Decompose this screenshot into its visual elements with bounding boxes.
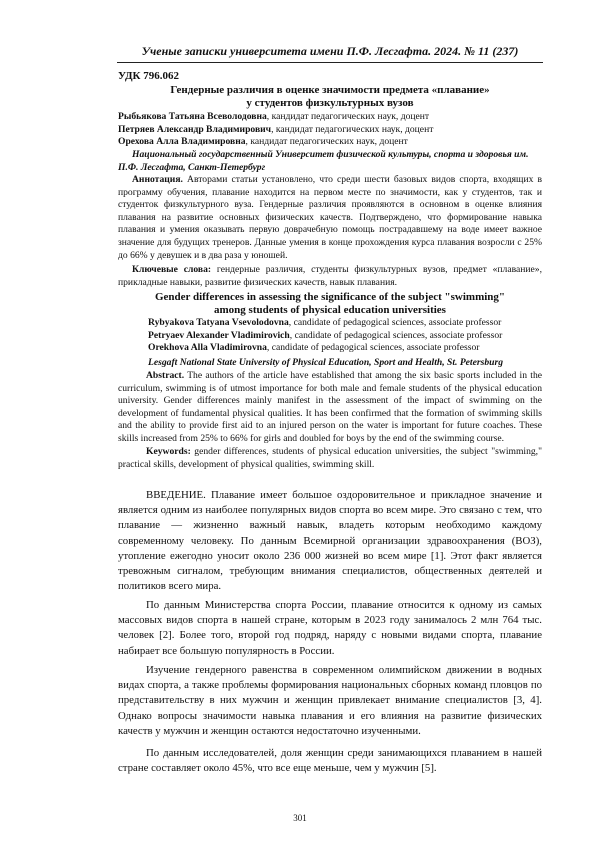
body-paragraph: Изучение гендерного равенства в современном олимпийском движении в водных видах спорта, а также проблемы формирования национальных сборных команд пловцов по представительству в них мужчин и женщин привлекает внимание специалистов [3, 4]. Однако вопросы значимости навыка плавания и его влияния на развитие физических качеств у мужчин и женщин остаются недостаточно изученными. (118, 664, 542, 737)
udk-code: УДК 796.062 (118, 70, 180, 82)
author-desc: , candidate of pedagogical sciences, associate professor (289, 329, 503, 341)
page-number: 301 (293, 813, 307, 823)
author-desc: , кандидат педагогических наук, доцент (266, 111, 430, 122)
keywords-label: Keywords: (146, 446, 191, 457)
body-paragraph: По данным Министерства спорта России, плавание относится к одному из самых массовых видов спорта в нашей стране, которым в 2023 году занималось 2 млн 764 тыс. человек [2]. Более того, второй год подряд, наряду с новыми видами спорта, плавание набирает все большую популярность в России. (118, 599, 542, 657)
author-name: Petryaev Alexander Vladimirovich (148, 329, 290, 341)
author-ru-1 (118, 111, 542, 124)
journal-header: Ученые записки университета имени П.Ф. Лесгафта. 2024. № 11 (237) (117, 44, 543, 63)
author-name: Рыбьякова Татьяна Всеволодовна (118, 111, 267, 122)
title-russian (118, 84, 542, 110)
authors-english (148, 317, 542, 355)
keywords-english (118, 446, 542, 471)
affiliation-english: Lesgaft National State University of Physical Education, Sport and Health, St. Petersburg (148, 357, 503, 368)
author-en-1 (148, 317, 542, 330)
author-name: Петряев Александр Владимирович (118, 123, 272, 135)
body-paragraph-intro: ВВЕДЕНИЕ. Плавание имеет большое оздоровительное и прикладное значение и является одним из наиболее популярных видов спорта во всем мире. Это связано с тем, что плавание — жизненно важный навык, владеть которым необходимо каждому современному человеку. По данным Всемирной организации здравоохранения (ВОЗ), утопление ежегодно уносит около 236 000 жизней во всем мире [1]. Этот факт является тревожным сигналом, требующим внимания специалистов, общественных деятелей и политиков всего мира. (118, 489, 542, 593)
abstract-text: Авторами статьи установлено, что среди шести базовых видов спорта, входящих в программу обучения, плавание находится на первом месте по значимости, как у студентов, так и студенток физкультурного вуза. Гендерные различия проявляются в основном в оценке влияния плавания на развитие основных физических качеств. Подтверждено, что формирование навыка плавания и умения оказывать первую доврачебную помощь пострадавшему на воде имеет важное значение для будущих тренеров. Данные умения в конце прохождения курса плавания возросли с 25% до 66% у девушек и в два раза у юношей. (118, 174, 542, 261)
affiliation-russian: Национальный государственный Университет физической культуры, спорта и здоровья им. П.Ф. Лесгафта, Санкт-Петербург (118, 149, 529, 173)
author-ru-2 (118, 124, 542, 137)
author-desc: , candidate of pedagogical sciences, associate professor (266, 342, 480, 354)
body-paragraph: По данным исследователей, доля женщин среди занимающихся плаванием в нашей стране составляет около 45%, что все еще меньше, чем у мужчин [5]. (118, 747, 542, 775)
title-english-line1: Gender differences in assessing the significance of the subject "swimming" (154, 291, 506, 303)
keywords-text: gender differences, students of physical education universities, the subject "swimming," practical skills, development of physical qualities, swimming skill. (118, 446, 542, 470)
author-desc: , кандидат педагогических наук, доцент (271, 123, 434, 135)
keywords-label: Ключевые слова: (132, 264, 212, 275)
author-name: Orekhova Alla Vladimirovna (148, 342, 267, 354)
author-name: Орехова Алла Владимировна (118, 136, 246, 148)
author-name: Rybyakova Tatyana Vsevolodovna (148, 317, 289, 328)
title-english-line2: among students of physical education universities (214, 304, 446, 316)
abstract-text: The authors of the article have established that among the six basic sports included in the curriculum, swimming is of utmost importance for both male and female students of the physical education university. Gender differences mainly manifest in the assessment of the impact of swimming on the development of fundamental physical qualities. It has been confirmed that the formation of swimming skills and the ability to provide first aid to an injured person on the water is important for future coaches. These skills increased from 25% to 66% for girls and doubled for boys by the end of the swimming course. (118, 370, 542, 444)
abstract-label: Abstract. (146, 370, 185, 381)
author-en-2 (148, 330, 542, 343)
author-ru-3 (118, 136, 542, 149)
abstract-english (118, 370, 542, 446)
abstract-russian (118, 174, 542, 262)
author-desc: , candidate of pedagogical sciences, associate professor (288, 317, 502, 328)
author-en-3 (148, 342, 542, 355)
title-english (118, 291, 542, 317)
author-desc: , кандидат педагогических наук, доцент (245, 136, 408, 148)
title-russian-line2: у студентов физкультурных вузов (246, 97, 414, 109)
keywords-russian (118, 264, 542, 289)
abstract-label: Аннотация. (132, 174, 183, 185)
title-russian-line1: Гендерные различия в оценке значимости предмета «плавание» (170, 84, 490, 96)
keywords-text: гендерные различия, студенты физкультурных вузов, предмет «плавание», прикладные навыки, развитие физических качеств, навык плавания. (118, 264, 542, 288)
authors-russian (118, 111, 542, 149)
